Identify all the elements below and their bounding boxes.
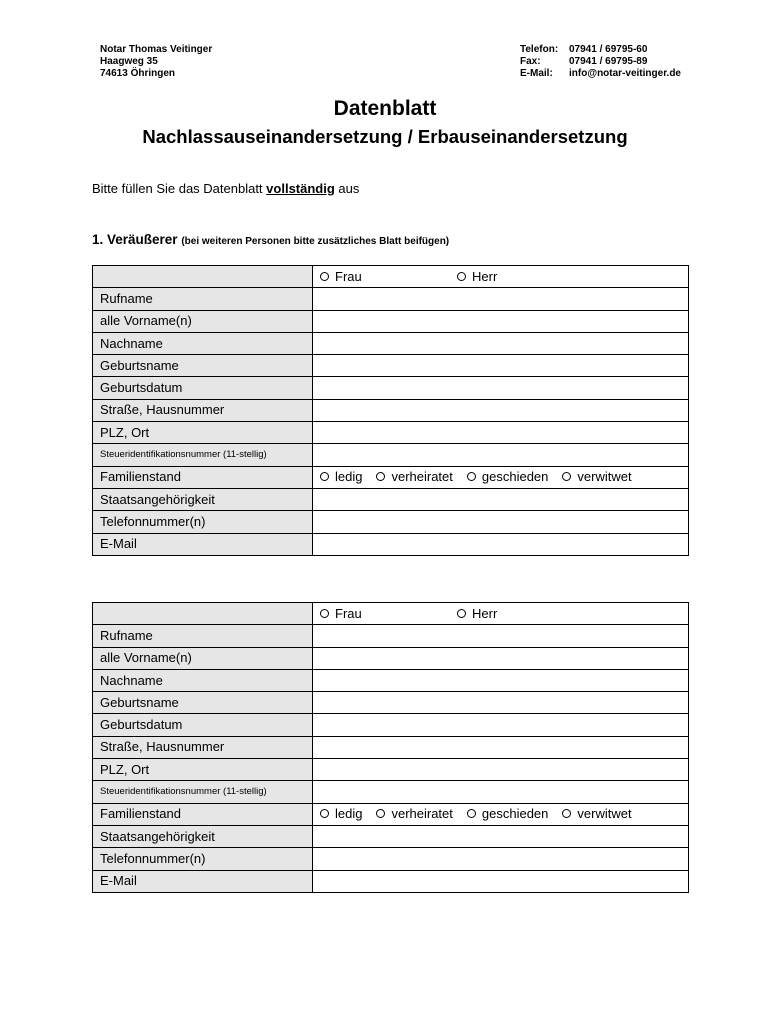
field-row: [93, 692, 689, 714]
radio-circle-icon: [376, 809, 385, 818]
marital-verwitwet-label: verwitwet: [577, 469, 632, 485]
radio-circle-icon: [320, 809, 329, 818]
notary-city: 74613 Öhringen: [100, 68, 176, 79]
gender-label-cell: [93, 603, 313, 625]
document-subtitle: Nachlassauseinandersetzung / Erbauseinandersetzung: [142, 126, 628, 147]
field-input-staatsangehoerigkeit[interactable]: [313, 825, 689, 847]
notary-contact: [520, 44, 681, 80]
field-input-plz-ort[interactable]: [313, 759, 689, 781]
marital-ledig-radio[interactable]: [320, 807, 362, 821]
marital-geschieden-radio[interactable]: [467, 470, 549, 484]
field-label: Steueridentifikationsnummer (11-stellig): [93, 781, 313, 803]
field-input-rufname[interactable]: [313, 625, 689, 647]
person-form-2: [92, 602, 689, 893]
marital-verheiratet-label: verheiratet: [391, 469, 453, 485]
field-label: Nachname: [93, 669, 313, 691]
intro-emphasis: vollständig: [266, 181, 335, 196]
radio-circle-icon: [320, 609, 329, 618]
radio-circle-icon: [562, 809, 571, 818]
radio-circle-icon: [376, 472, 385, 481]
field-input-telefon[interactable]: [313, 511, 689, 533]
gender-row: [93, 603, 689, 625]
contact-fax-value: 07941 / 69795-89: [569, 56, 648, 67]
field-row: [93, 488, 689, 510]
field-label: Geburtsdatum: [93, 377, 313, 399]
field-row: [93, 759, 689, 781]
field-row: [93, 399, 689, 421]
field-label: Straße, Hausnummer: [93, 736, 313, 758]
contact-fax-label: Fax:: [520, 56, 541, 67]
field-label: Rufname: [93, 288, 313, 310]
radio-circle-icon: [457, 609, 466, 618]
contact-phone-label: Telefon:: [520, 44, 559, 55]
marital-verheiratet-label: verheiratet: [391, 806, 453, 822]
field-row: [93, 647, 689, 669]
field-row: [93, 511, 689, 533]
gender-options: [313, 603, 689, 625]
marital-ledig-label: ledig: [335, 806, 363, 822]
field-label: alle Vorname(n): [93, 310, 313, 332]
marital-verheiratet-radio[interactable]: [376, 470, 452, 484]
field-label: Telefonnummer(n): [93, 511, 313, 533]
field-row: [93, 625, 689, 647]
gender-frau-label: Frau: [335, 605, 362, 621]
field-label: Geburtsdatum: [93, 714, 313, 736]
marital-verwitwet-radio[interactable]: [562, 470, 631, 484]
field-input-vornamen[interactable]: [313, 647, 689, 669]
field-row: [93, 714, 689, 736]
field-label: Telefonnummer(n): [93, 848, 313, 870]
field-label: Familienstand: [93, 466, 313, 488]
section-note: (bei weiteren Personen bitte zusätzliches Blatt beifügen): [181, 236, 450, 247]
field-input-steuer-id[interactable]: [313, 444, 689, 466]
field-row: [93, 444, 689, 466]
intro-before: Bitte füllen Sie das Datenblatt: [92, 181, 267, 196]
field-row: [93, 870, 689, 892]
document-title: Datenblatt: [333, 97, 437, 120]
gender-row: [93, 266, 689, 288]
marital-verwitwet-radio[interactable]: [562, 807, 631, 821]
field-label: Staatsangehörigkeit: [93, 488, 313, 510]
field-label: Rufname: [93, 625, 313, 647]
marital-verheiratet-radio[interactable]: [376, 807, 452, 821]
radio-circle-icon: [562, 472, 571, 481]
radio-circle-icon: [467, 472, 476, 481]
marital-options: [313, 803, 689, 825]
marital-geschieden-radio[interactable]: [467, 807, 549, 821]
radio-circle-icon: [467, 809, 476, 818]
marital-row: [93, 466, 689, 488]
field-input-staatsangehoerigkeit[interactable]: [313, 488, 689, 510]
field-input-nachname[interactable]: [313, 332, 689, 354]
field-row: [93, 377, 689, 399]
field-input-nachname[interactable]: [313, 669, 689, 691]
gender-herr-label: Herr: [472, 605, 498, 621]
gender-label-cell: [93, 266, 313, 288]
gender-herr-radio[interactable]: [457, 270, 497, 284]
contact-email-label: E-Mail:: [520, 68, 553, 79]
field-row: [93, 310, 689, 332]
field-row: [93, 422, 689, 444]
field-row: [93, 736, 689, 758]
contact-email-value: info@notar-veitinger.de: [569, 68, 681, 79]
notary-street: Haagweg 35: [100, 56, 158, 67]
gender-options: [313, 266, 689, 288]
gender-frau-radio[interactable]: [320, 270, 457, 284]
field-row: [93, 825, 689, 847]
field-row: [93, 332, 689, 354]
field-input-plz-ort[interactable]: [313, 422, 689, 444]
radio-circle-icon: [457, 272, 466, 281]
marital-ledig-label: ledig: [335, 469, 363, 485]
radio-circle-icon: [320, 272, 329, 281]
field-row: [93, 533, 689, 555]
field-input-email[interactable]: [313, 870, 689, 892]
gender-frau-label: Frau: [335, 268, 362, 284]
field-label: E-Mail: [93, 870, 313, 892]
contact-phone-value: 07941 / 69795-60: [569, 44, 648, 55]
field-input-geburtsname[interactable]: [313, 692, 689, 714]
intro-text: [92, 181, 359, 196]
marital-geschieden-label: geschieden: [481, 469, 549, 485]
notary-name: Notar Thomas Veitinger: [100, 44, 213, 55]
field-input-email[interactable]: [313, 533, 689, 555]
field-label: PLZ, Ort: [93, 759, 313, 781]
field-row: [93, 355, 689, 377]
contact-fax: [520, 56, 681, 68]
field-label: E-Mail: [93, 533, 313, 555]
field-label: Nachname: [93, 332, 313, 354]
field-input-steuer-id[interactable]: [313, 781, 689, 803]
field-input-geburtsdatum[interactable]: [313, 714, 689, 736]
gender-herr-radio[interactable]: [457, 607, 497, 621]
marital-geschieden-label: geschieden: [481, 806, 549, 822]
contact-phone: [520, 44, 681, 56]
field-label: Geburtsname: [93, 355, 313, 377]
intro-after: aus: [334, 181, 360, 196]
contact-email: [520, 68, 681, 80]
field-input-telefon[interactable]: [313, 848, 689, 870]
notary-address: [100, 44, 212, 80]
field-input-strasse[interactable]: [313, 736, 689, 758]
gender-frau-radio[interactable]: [320, 607, 457, 621]
field-row: [93, 781, 689, 803]
section-title: 1. Veräußerer: [92, 232, 182, 247]
field-label: Steueridentifikationsnummer (11-stellig): [93, 444, 313, 466]
radio-circle-icon: [320, 472, 329, 481]
field-input-vornamen[interactable]: [313, 310, 689, 332]
field-input-geburtsdatum[interactable]: [313, 377, 689, 399]
field-input-geburtsname[interactable]: [313, 355, 689, 377]
field-label: alle Vorname(n): [93, 647, 313, 669]
marital-options: [313, 466, 689, 488]
marital-ledig-radio[interactable]: [320, 470, 362, 484]
field-row: [93, 288, 689, 310]
field-row: [93, 848, 689, 870]
field-label: Staatsangehörigkeit: [93, 825, 313, 847]
marital-row: [93, 803, 689, 825]
field-input-rufname[interactable]: [313, 288, 689, 310]
person-form-1: [92, 265, 689, 556]
field-label: Straße, Hausnummer: [93, 399, 313, 421]
marital-verwitwet-label: verwitwet: [577, 806, 632, 822]
field-label: Familienstand: [93, 803, 313, 825]
field-label: Geburtsname: [93, 692, 313, 714]
field-label: PLZ, Ort: [93, 422, 313, 444]
field-input-strasse[interactable]: [313, 399, 689, 421]
section-heading: [92, 232, 449, 247]
gender-herr-label: Herr: [472, 268, 498, 284]
field-row: [93, 669, 689, 691]
